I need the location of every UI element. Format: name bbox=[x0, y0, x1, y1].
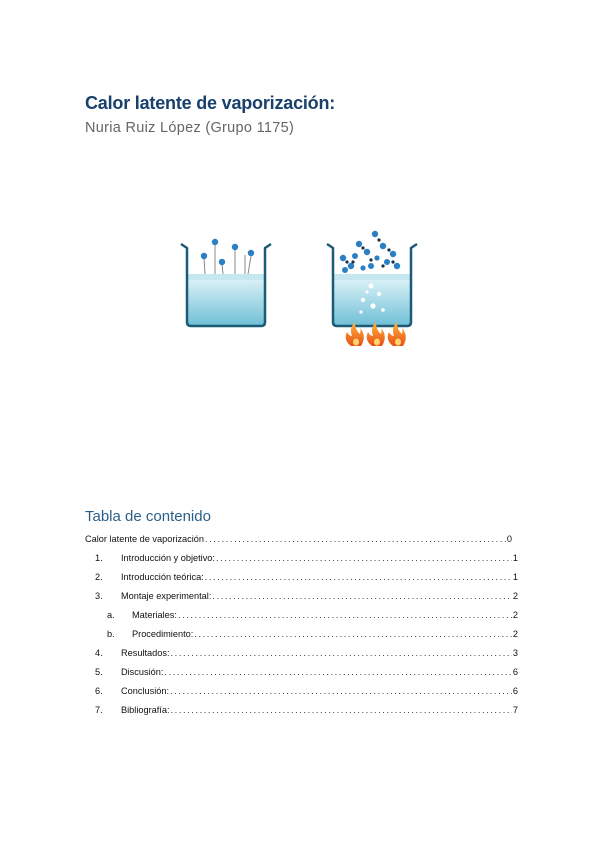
toc-leader-dots bbox=[205, 534, 506, 544]
toc-entry-label: Introducción y objetivo: bbox=[121, 553, 215, 563]
toc-leader-dots bbox=[178, 610, 512, 620]
toc-entry-number: a. bbox=[107, 610, 115, 620]
toc-entry-label: Conclusión: bbox=[121, 686, 170, 696]
toc-entry-number: 7. bbox=[95, 705, 103, 715]
toc-entry-number: 6. bbox=[95, 686, 103, 696]
toc-entry-page: 7 bbox=[512, 705, 518, 715]
toc-entry-number: 3. bbox=[95, 591, 103, 601]
toc-entry-number: 1. bbox=[95, 553, 103, 563]
table-of-contents bbox=[85, 528, 518, 715]
toc-entry[interactable] bbox=[85, 639, 518, 658]
left-beaker-icon bbox=[181, 239, 271, 326]
toc-entry-number: 4. bbox=[95, 648, 103, 658]
toc-entry-number: 5. bbox=[95, 667, 103, 677]
toc-entry[interactable] bbox=[85, 601, 518, 620]
vaporization-illustration bbox=[175, 222, 435, 357]
toc-leader-dots bbox=[216, 553, 512, 563]
author-line: Nuria Ruiz López (Grupo 1175) bbox=[85, 120, 295, 136]
toc-leader-dots bbox=[212, 591, 511, 601]
toc-leader-dots bbox=[171, 648, 512, 658]
toc-entry-page: 3 bbox=[512, 648, 518, 658]
toc-entry-page: 2 bbox=[512, 591, 518, 601]
toc-entry-label: Introducción teórica: bbox=[121, 572, 204, 582]
toc-leader-dots bbox=[171, 705, 512, 715]
toc-entry[interactable] bbox=[85, 677, 518, 696]
toc-entry-page: 6 bbox=[512, 667, 518, 677]
toc-entry-label: Resultados: bbox=[121, 648, 170, 658]
flame-icon bbox=[346, 322, 406, 346]
toc-entry[interactable] bbox=[85, 658, 518, 677]
toc-entry[interactable] bbox=[85, 620, 518, 639]
toc-entry-label: Discusión: bbox=[121, 667, 164, 677]
toc-entry-label: Calor latente de vaporización bbox=[85, 534, 204, 544]
toc-entry[interactable] bbox=[85, 544, 518, 563]
toc-entry[interactable] bbox=[85, 696, 518, 715]
document-title: Calor latente de vaporización: bbox=[85, 93, 336, 113]
toc-entry-page: 2 bbox=[512, 610, 518, 620]
toc-leader-dots bbox=[170, 686, 512, 696]
toc-leader-dots bbox=[164, 667, 511, 677]
toc-entry-label: Materiales: bbox=[132, 610, 177, 620]
toc-entry[interactable] bbox=[85, 582, 518, 601]
toc-entry-number: b. bbox=[107, 629, 115, 639]
toc-entry-label: Montaje experimental: bbox=[121, 591, 212, 601]
toc-entry-page: 6 bbox=[512, 686, 518, 696]
toc-entry-page: 1 bbox=[512, 553, 518, 563]
toc-entry-title[interactable] bbox=[85, 528, 518, 544]
toc-leader-dots bbox=[205, 572, 512, 582]
right-beaker-icon bbox=[327, 231, 417, 326]
toc-entry-number: 2. bbox=[95, 572, 103, 582]
toc-entry-page: 0 bbox=[506, 534, 512, 544]
toc-entry-page: 1 bbox=[512, 572, 518, 582]
toc-entry[interactable] bbox=[85, 563, 518, 582]
toc-leader-dots bbox=[194, 629, 512, 639]
toc-entry-label: Procedimiento: bbox=[132, 629, 194, 639]
toc-entry-label: Bibliografía: bbox=[121, 705, 170, 715]
toc-heading: Tabla de contenido bbox=[85, 508, 211, 525]
toc-entry-page: 2 bbox=[512, 629, 518, 639]
